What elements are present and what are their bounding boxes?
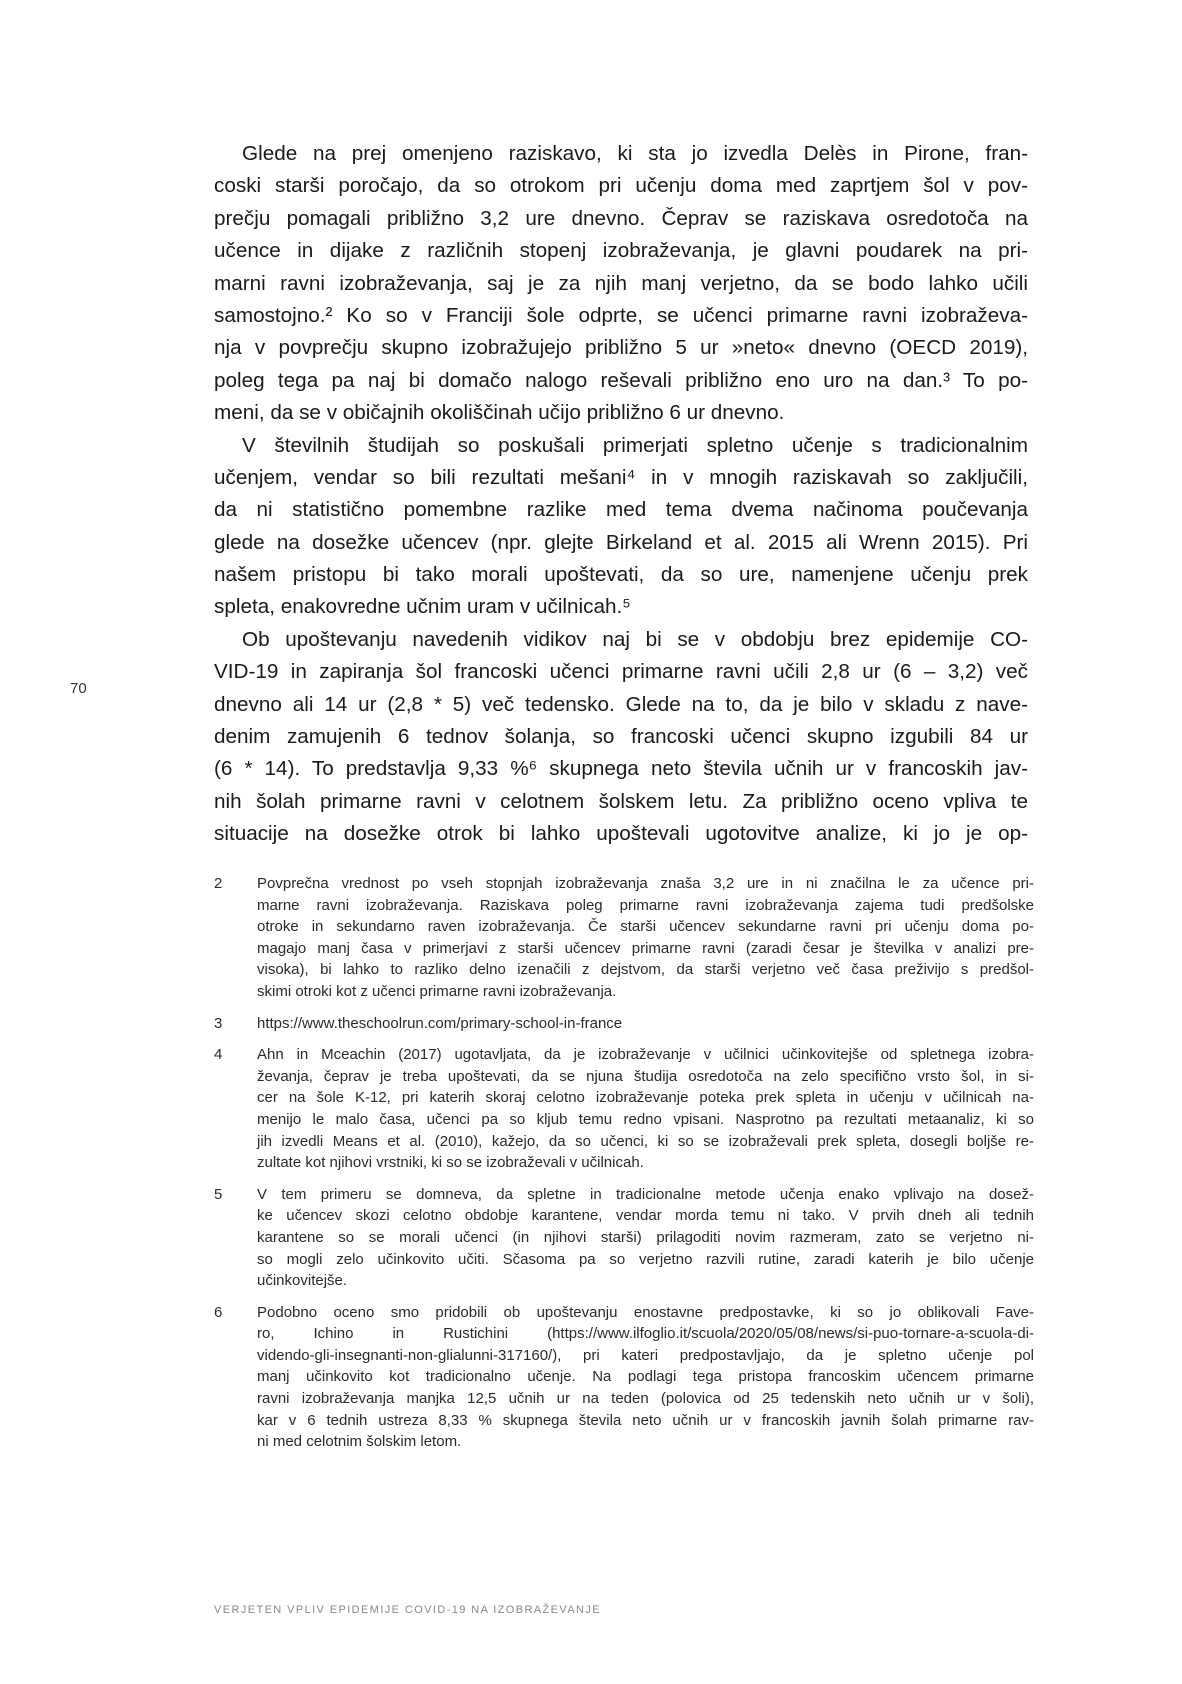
footnote-line: karantene so se morali učenci (in njihovi starši) prilagoditi novim razmeram, zato se verjetno ni-	[257, 1228, 1034, 1246]
footnote-line: magajo manj časa v primerjavi z starši učencev primarne ravni (zaradi česar je številka v analizi pre-	[257, 939, 1034, 957]
footnote-line: ni med celotnim šolskim letom.	[257, 1433, 462, 1451]
footnote-text	[257, 1044, 1034, 1174]
footnote-line: marne ravni izobraževanja. Raziskava poleg primarne ravni izobraževanja zajema tudi predšolske	[257, 896, 1034, 914]
body-line: V številnih študijah so poskušali primerjati spletno učenje s tradicionalnim	[242, 433, 1028, 457]
footnotes	[214, 873, 1034, 1463]
footnote	[214, 1044, 1034, 1174]
footnote-number: 3	[214, 1014, 223, 1032]
footnote	[214, 873, 1034, 1003]
body-line: coski starši poročajo, da so otrokom pri učenju doma med zaprtjem šol v pov-	[214, 174, 1028, 198]
footnote-line: V tem primeru se domneva, da spletne in tradicionalne metode učenja enako vplivajo na dosež-	[257, 1185, 1034, 1203]
footnote-line: Ahn in Mceachin (2017) ugotavljata, da je izobraževanje v učilnici učinkovitejše od spletnega izobra-	[257, 1046, 1034, 1064]
body-line: VID-19 in zapiranja šol francoski učenci primarne ravni učili 2,8 ur (6 – 3,2) več	[214, 660, 1028, 684]
body-line: nih šolah primarne ravni v celotnem šolskem letu. Za približno oceno vpliva te	[214, 789, 1028, 813]
body-line: samostojno.² Ko so v Franciji šole odprte, se učenci primarne ravni izobraževa-	[214, 303, 1028, 327]
running-footer: VERJETEN VPLIV EPIDEMIJE COVID-19 NA IZOBRAŽEVANJE	[214, 1604, 602, 1616]
footnote-line: manj učinkovito kot tradicionalno učenje. Na podlagi tega pristopa francoskim učencem primarne	[257, 1368, 1034, 1386]
footnote	[214, 1302, 1034, 1453]
footnote-text	[257, 1302, 1034, 1453]
footnote-line: ževanja, čeprav je treba upoštevati, da se njuna študija osredotoča na zelo specifično vrsto šol, in si-	[257, 1067, 1034, 1085]
footnote-line: skimi otroki kot z učenci primarne ravni izobraževanja.	[257, 982, 617, 1000]
body-line: prečju pomagali približno 3,2 ure dnevno. Čeprav se raziskava osredotoča na	[214, 206, 1028, 230]
body-line: Ob upoštevanju navedenih vidikov naj bi se v obdobju brez epidemije CO-	[242, 627, 1028, 651]
footnote-number: 5	[214, 1185, 223, 1203]
footnote-number: 2	[214, 875, 223, 892]
footnote-text	[257, 873, 1034, 1003]
body-line: glede na dosežke učencev (npr. glejte Birkeland et al. 2015 ali Wrenn 2015). Pri	[214, 530, 1028, 554]
footnote-line: ro, Ichino in Rustichini (https://www.ilfoglio.it/scuola/2020/05/08/news/si-puo-tornare-a-scuola-di-	[257, 1325, 1034, 1343]
footnote-line: Povprečna vrednost po vseh stopnjah izobraževanja znaša 3,2 ure in ni značilna le za učence pri-	[257, 875, 1034, 892]
footnote-line: visoka), bi lahko to razliko delno izenačili z dejstvom, da starši verjetno več časa preživijo s predšol-	[257, 961, 1034, 979]
body-line: nja v povprečju skupno izobražujejo približno 5 ur »neto« dnevno (OECD 2019),	[214, 336, 1028, 360]
body-line: učence in dijake z različnih stopenj izobraževanja, je glavni poudarek na pri-	[214, 239, 1028, 263]
body-line: učenjem, vendar so bili rezultati mešani⁴ in v mnogih raziskavah so zaključili,	[214, 465, 1028, 489]
body-line: (6 * 14). To predstavlja 9,33 %⁶ skupnega neto števila učnih ur v francoskih jav-	[214, 757, 1028, 781]
body-line: da ni statistično pomembne razlike med tema dvema načinoma poučevanja	[214, 498, 1028, 522]
body-line: dnevno ali 14 ur (2,8 * 5) več tedensko. Glede na to, da je bilo v skladu z nave-	[214, 692, 1028, 716]
footnote-number: 4	[214, 1046, 223, 1064]
body-text	[214, 138, 1028, 851]
footnote-line: ravni izobraževanja manjka 12,5 učnih ur na teden (polovica od 25 tedenskih neto učnih ur v šoli),	[257, 1390, 1034, 1408]
body-line: našem pristopu bi tako morali upoštevati, da so ure, namenjene učenju prek	[214, 563, 1028, 587]
footnote-line: učinkovitejše.	[257, 1272, 348, 1290]
footnote	[214, 1184, 1034, 1292]
footnote-line: menijo le malo časa, učenci pa so kljub temu redno vpisani. Nasprotno pa rezultati metaanaliz, ki so	[257, 1110, 1034, 1128]
body-line: meni, da se v običajnih okoliščinah učijo približno 6 ur dnevno.	[214, 401, 785, 425]
body-line: denim zamujenih 6 tednov šolanja, so francoski učenci skupno izgubili 84 ur	[214, 725, 1028, 749]
footnote-line[interactable]: https://www.theschoolrun.com/primary-school-in-france	[257, 1014, 623, 1032]
footnote-line: Podobno oceno smo pridobili ob upoštevanju enostavne predpostavke, ki so jo oblikovali Fave-	[257, 1303, 1034, 1321]
body-line: Glede na prej omenjeno raziskavo, ki sta jo izvedla Delès in Pirone, fran-	[242, 142, 1028, 165]
body-line: spleta, enakovredne učnim uram v učilnicah.⁵	[214, 595, 631, 619]
body-line: poleg tega pa naj bi domačo nalogo reševali približno eno uro na dan.³ To po-	[214, 368, 1028, 392]
footnote-line: cer na šole K-12, pri katerih skoraj celotno izobraževanje poteka prek spleta in učenju v učilnicah na-	[257, 1089, 1034, 1107]
footnote-text	[257, 1013, 1034, 1035]
footnote-number: 6	[214, 1303, 223, 1321]
body-line: marni ravni izobraževanja, saj je za njih manj verjetno, da se bodo lahko učili	[214, 271, 1028, 295]
footnote	[214, 1013, 1034, 1035]
footnote-line: kar v 6 tednih ustreza 8,33 % skupnega števila neto učnih ur v francoskih javnih šolah primarne rav-	[257, 1411, 1034, 1429]
footnote-line: jih izvedli Means et al. (2010), kažejo, da so učenci, ki so se izobraževali prek spleta, dosegli boljše re-	[257, 1132, 1034, 1150]
body-line: situacije na dosežke otrok bi lahko upoštevali ugotovitve analize, ki jo je op-	[214, 822, 1028, 846]
footnote-line: videndo-gli-insegnanti-non-glialunni-317160/), pri kateri predpostavljajo, da je spletno učenje pol	[257, 1346, 1034, 1364]
page-number: 70	[70, 680, 87, 697]
footnote-line: so mogli zelo učinkovito učiti. Sčasoma pa so verjetno razvili rutine, zaradi katerih je bilo učenje	[257, 1250, 1034, 1268]
footnote-text	[257, 1184, 1034, 1292]
footnote-line: zultate kot njihovi vrstniki, ki so se izobraževali v učilnicah.	[257, 1154, 644, 1172]
footnote-line: otroke in sekundarno raven izobraževanja. Če starši učencev sekundarne ravni pri učenju doma po-	[257, 918, 1034, 936]
footnote-line: ke učencev skozi celotno obdobje karantene, vendar morda temu ni tako. V prvih dneh ali tednih	[257, 1207, 1034, 1225]
